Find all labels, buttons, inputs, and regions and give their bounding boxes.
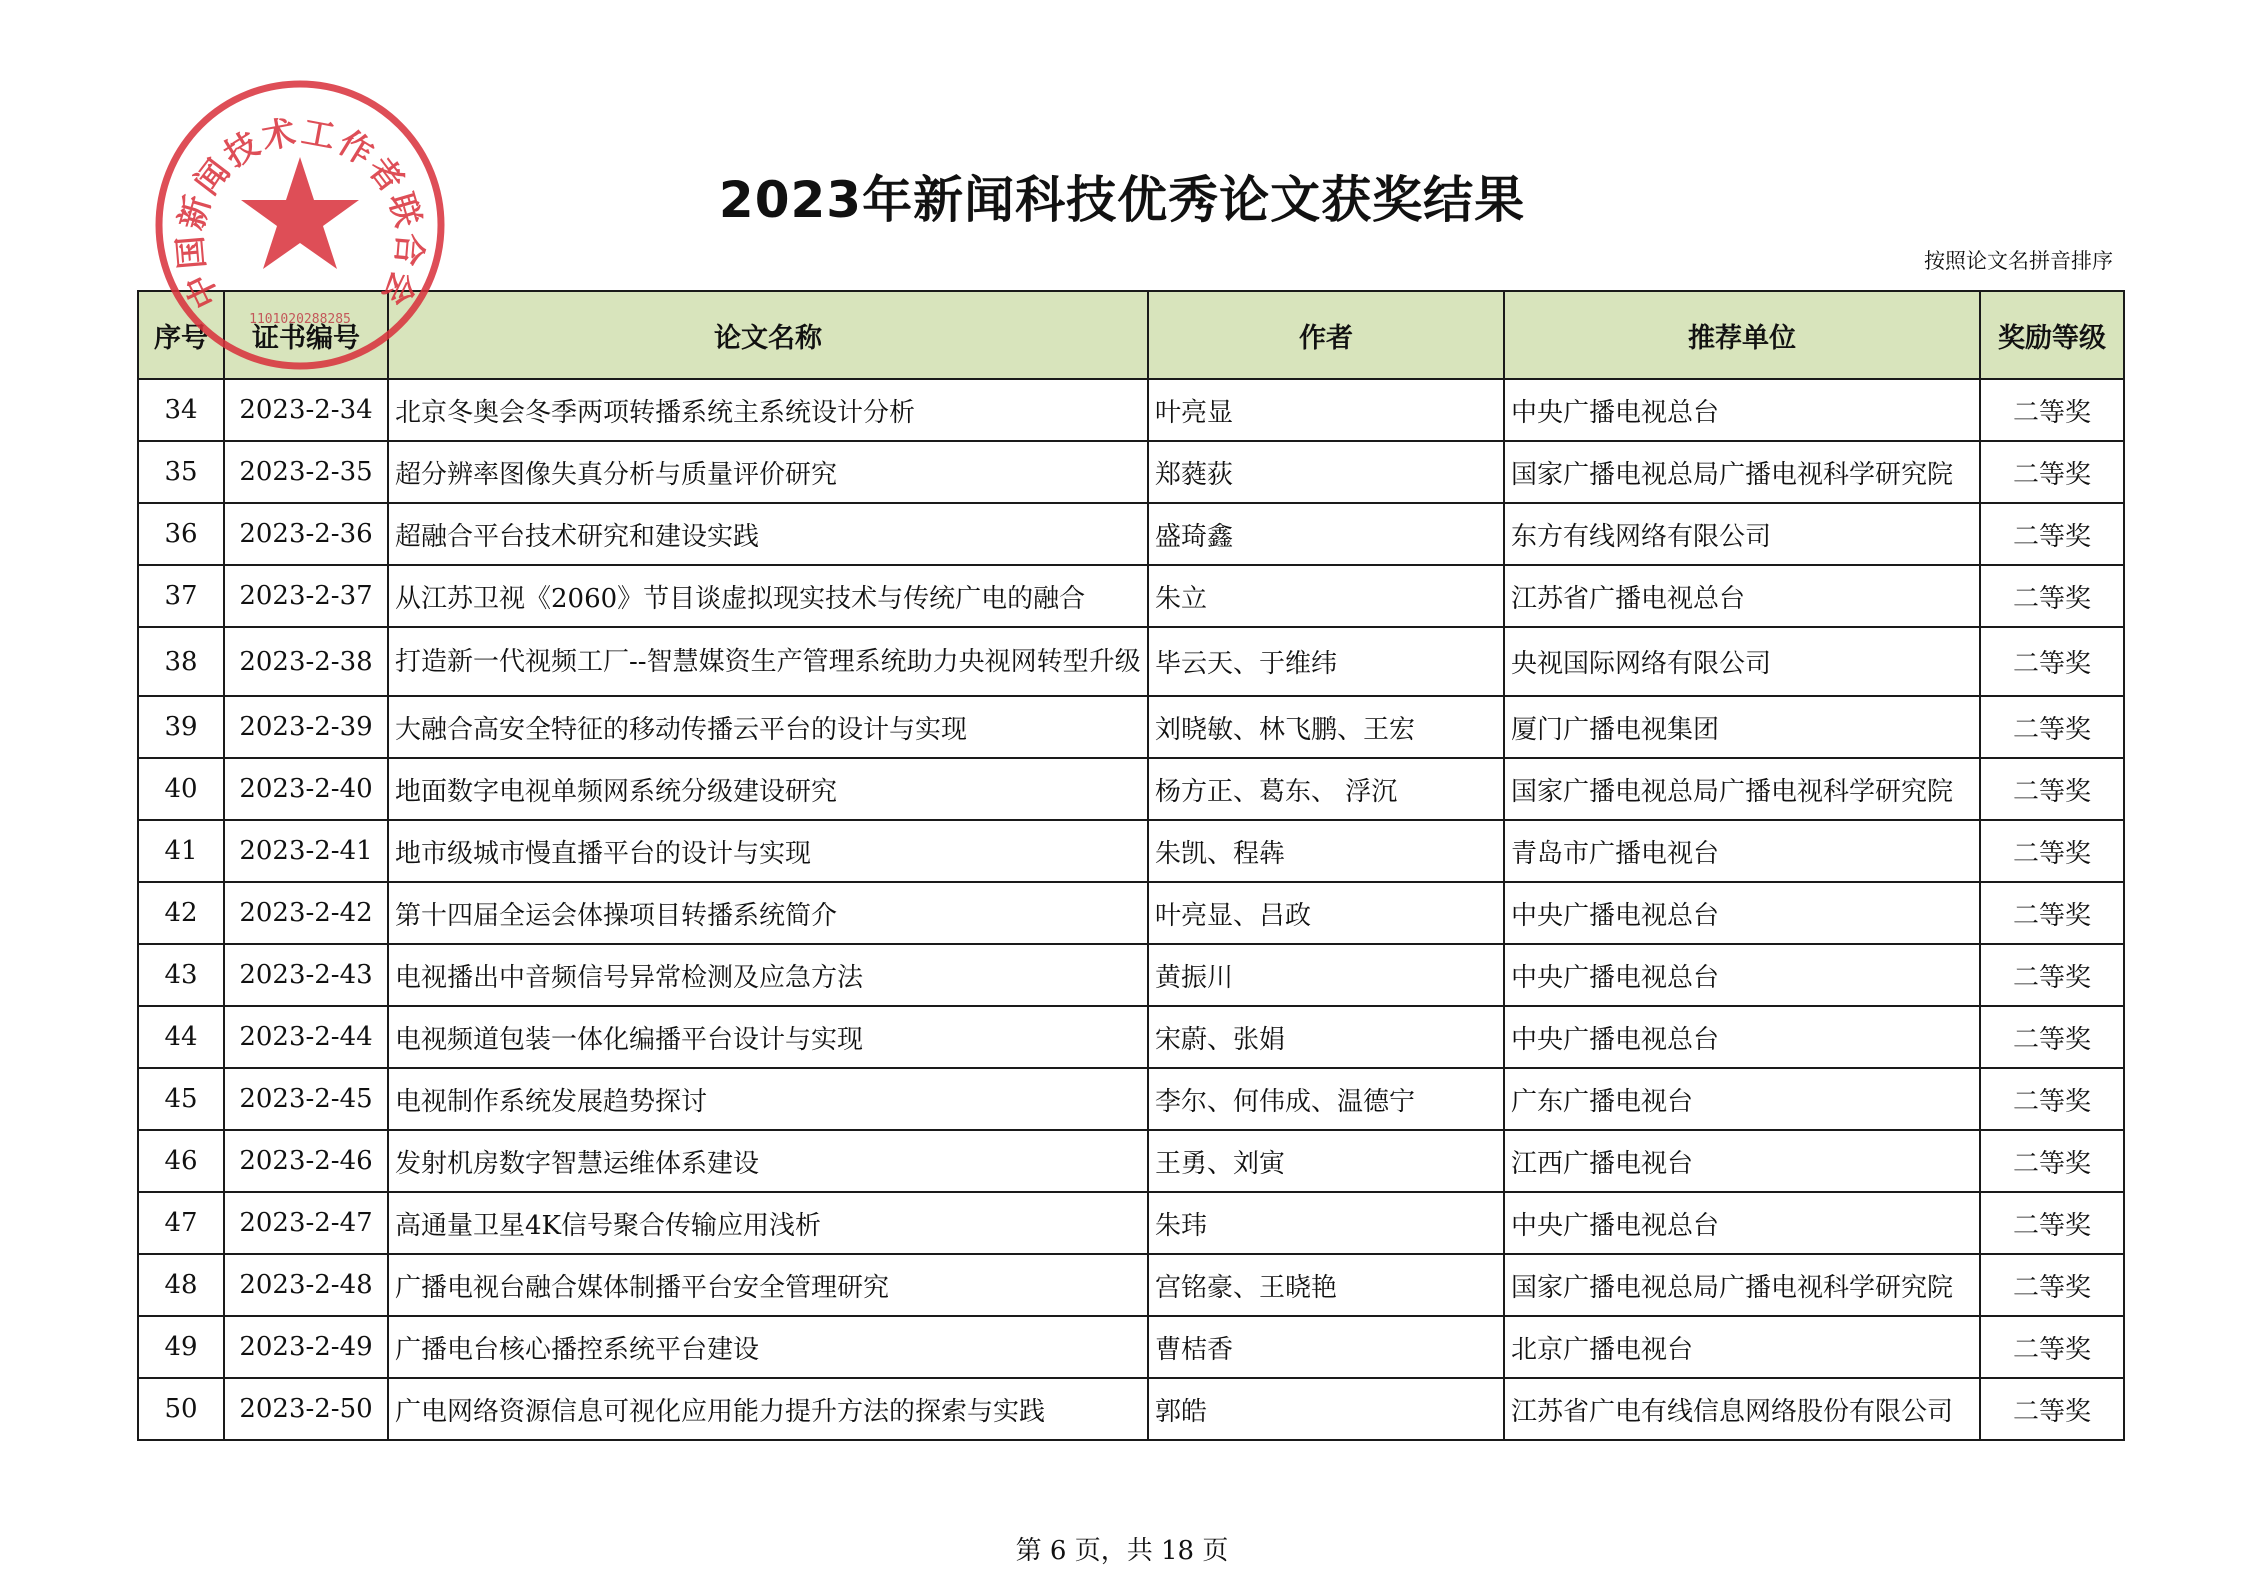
table-row — [138, 758, 2124, 820]
table-row — [138, 441, 2124, 503]
cell-paper: 从江苏卫视《2060》节目谈虚拟现实技术与传统广电的融合 — [388, 565, 1148, 627]
col-header-award: 奖励等级 — [1980, 291, 2124, 379]
table-row — [138, 1130, 2124, 1192]
cell-award: 二等奖 — [1980, 379, 2124, 441]
cell-cert: 2023-2-50 — [224, 1378, 388, 1440]
cell-paper: 北京冬奥会冬季两项转播系统主系统设计分析 — [388, 379, 1148, 441]
cell-award: 二等奖 — [1980, 1130, 2124, 1192]
cell-paper: 高通量卫星4K信号聚合传输应用浅析 — [388, 1192, 1148, 1254]
cell-authors: 王勇、刘寅 — [1148, 1130, 1504, 1192]
cell-cert: 2023-2-47 — [224, 1192, 388, 1254]
table-row — [138, 882, 2124, 944]
cell-unit: 中央广播电视总台 — [1504, 1006, 1980, 1068]
cell-cert: 2023-2-40 — [224, 758, 388, 820]
cell-award: 二等奖 — [1980, 565, 2124, 627]
cell-authors: 郭皓 — [1148, 1378, 1504, 1440]
cell-unit: 国家广播电视总局广播电视科学研究院 — [1504, 1254, 1980, 1316]
seal-serial: 1101020288285 — [249, 312, 351, 327]
cell-paper: 地面数字电视单频网系统分级建设研究 — [388, 758, 1148, 820]
cell-no: 35 — [138, 441, 224, 503]
table-row — [138, 820, 2124, 882]
seal-text: 中国新闻技术工作者联合会 — [169, 111, 431, 315]
cell-cert: 2023-2-41 — [224, 820, 388, 882]
cell-authors: 宋蔚、张娟 — [1148, 1006, 1504, 1068]
cell-unit: 广东广播电视台 — [1504, 1068, 1980, 1130]
cell-award: 二等奖 — [1980, 820, 2124, 882]
cell-cert: 2023-2-43 — [224, 944, 388, 1006]
cell-award: 二等奖 — [1980, 1378, 2124, 1440]
cell-cert: 2023-2-42 — [224, 882, 388, 944]
cell-authors: 宫铭豪、王晓艳 — [1148, 1254, 1504, 1316]
cell-paper: 广电网络资源信息可视化应用能力提升方法的探索与实践 — [388, 1378, 1148, 1440]
table-row — [138, 1192, 2124, 1254]
cell-award: 二等奖 — [1980, 503, 2124, 565]
cell-unit: 江苏省广播电视总台 — [1504, 565, 1980, 627]
table-row — [138, 503, 2124, 565]
cell-authors: 毕云天、于维纬 — [1148, 627, 1504, 696]
cell-no: 34 — [138, 379, 224, 441]
cell-unit: 中央广播电视总台 — [1504, 1192, 1980, 1254]
table-row — [138, 1068, 2124, 1130]
cell-unit: 中央广播电视总台 — [1504, 944, 1980, 1006]
cell-authors: 杨方正、葛东、 浮沉 — [1148, 758, 1504, 820]
cell-unit: 国家广播电视总局广播电视科学研究院 — [1504, 441, 1980, 503]
cell-unit: 江西广播电视台 — [1504, 1130, 1980, 1192]
awards-table — [137, 290, 2125, 1441]
page-footer: 第 6 页，共 18 页 — [1015, 1536, 1229, 1566]
cell-unit: 北京广播电视台 — [1504, 1316, 1980, 1378]
cell-no: 50 — [138, 1378, 224, 1440]
cell-award: 二等奖 — [1980, 441, 2124, 503]
cell-authors: 李尔、何伟成、温德宁 — [1148, 1068, 1504, 1130]
cell-authors: 朱玮 — [1148, 1192, 1504, 1254]
cell-paper: 电视频道包装一体化编播平台设计与实现 — [388, 1006, 1148, 1068]
cell-no: 39 — [138, 696, 224, 758]
cell-no: 40 — [138, 758, 224, 820]
cell-authors: 朱凯、程犇 — [1148, 820, 1504, 882]
cell-cert: 2023-2-39 — [224, 696, 388, 758]
cell-unit: 厦门广播电视集团 — [1504, 696, 1980, 758]
col-header-unit: 推荐单位 — [1504, 291, 1980, 379]
cell-unit: 国家广播电视总局广播电视科学研究院 — [1504, 758, 1980, 820]
cell-paper: 广播电视台融合媒体制播平台安全管理研究 — [388, 1254, 1148, 1316]
cell-cert: 2023-2-34 — [224, 379, 388, 441]
cell-no: 46 — [138, 1130, 224, 1192]
cell-no: 41 — [138, 820, 224, 882]
cell-award: 二等奖 — [1980, 758, 2124, 820]
cell-no: 42 — [138, 882, 224, 944]
cell-award: 二等奖 — [1980, 1192, 2124, 1254]
cell-cert: 2023-2-38 — [224, 627, 388, 696]
cell-cert: 2023-2-36 — [224, 503, 388, 565]
table-row — [138, 944, 2124, 1006]
cell-unit: 江苏省广电有线信息网络股份有限公司 — [1504, 1378, 1980, 1440]
table-row — [138, 696, 2124, 758]
cell-unit: 青岛市广播电视台 — [1504, 820, 1980, 882]
cell-paper: 广播电台核心播控系统平台建设 — [388, 1316, 1148, 1378]
table-row — [138, 1316, 2124, 1378]
cell-no: 49 — [138, 1316, 224, 1378]
cell-authors: 刘晓敏、林飞鹏、王宏 — [1148, 696, 1504, 758]
cell-award: 二等奖 — [1980, 696, 2124, 758]
cell-authors: 叶亮显、吕政 — [1148, 882, 1504, 944]
cell-cert: 2023-2-46 — [224, 1130, 388, 1192]
cell-no: 45 — [138, 1068, 224, 1130]
cell-paper: 大融合高安全特征的移动传播云平台的设计与实现 — [388, 696, 1148, 758]
seal-stamp — [150, 75, 450, 375]
cell-no: 38 — [138, 627, 224, 696]
cell-no: 47 — [138, 1192, 224, 1254]
cell-authors: 朱立 — [1148, 565, 1504, 627]
cell-no: 36 — [138, 503, 224, 565]
cell-cert: 2023-2-49 — [224, 1316, 388, 1378]
col-header-no: 序号 — [138, 291, 224, 379]
cell-authors: 盛琦鑫 — [1148, 503, 1504, 565]
cell-no: 43 — [138, 944, 224, 1006]
cell-paper: 地市级城市慢直播平台的设计与实现 — [388, 820, 1148, 882]
cell-no: 37 — [138, 565, 224, 627]
cell-cert: 2023-2-35 — [224, 441, 388, 503]
table-row — [138, 627, 2124, 696]
col-header-authors: 作者 — [1148, 291, 1504, 379]
cell-paper: 第十四届全运会体操项目转播系统简介 — [388, 882, 1148, 944]
cell-authors: 郑蕤荻 — [1148, 441, 1504, 503]
cell-paper: 超融合平台技术研究和建设实践 — [388, 503, 1148, 565]
cell-paper: 发射机房数字智慧运维体系建设 — [388, 1130, 1148, 1192]
cell-paper: 超分辨率图像失真分析与质量评价研究 — [388, 441, 1148, 503]
cell-award: 二等奖 — [1980, 882, 2124, 944]
table-row — [138, 565, 2124, 627]
cell-unit: 东方有线网络有限公司 — [1504, 503, 1980, 565]
cell-paper: 电视制作系统发展趋势探讨 — [388, 1068, 1148, 1130]
cell-unit: 中央广播电视总台 — [1504, 379, 1980, 441]
col-header-paper: 论文名称 — [388, 291, 1148, 379]
cell-cert: 2023-2-48 — [224, 1254, 388, 1316]
col-header-cert: 证书编号 — [224, 291, 388, 379]
cell-paper: 电视播出中音频信号异常检测及应急方法 — [388, 944, 1148, 1006]
cell-cert: 2023-2-45 — [224, 1068, 388, 1130]
cell-award: 二等奖 — [1980, 1006, 2124, 1068]
cell-paper: 打造新一代视频工厂--智慧媒资生产管理系统助力央视网转型升级 — [388, 627, 1148, 696]
page-title: 2023年新闻科技优秀论文获奖结果 — [718, 171, 1526, 229]
table-body — [138, 379, 2124, 1440]
table-row — [138, 1006, 2124, 1068]
cell-authors: 叶亮显 — [1148, 379, 1504, 441]
cell-no: 48 — [138, 1254, 224, 1316]
cell-award: 二等奖 — [1980, 1254, 2124, 1316]
cell-cert: 2023-2-44 — [224, 1006, 388, 1068]
cell-no: 44 — [138, 1006, 224, 1068]
cell-award: 二等奖 — [1980, 1316, 2124, 1378]
table-row — [138, 379, 2124, 441]
cell-authors: 黄振川 — [1148, 944, 1504, 1006]
cell-authors: 曹桔香 — [1148, 1316, 1504, 1378]
cell-unit: 央视国际网络有限公司 — [1504, 627, 1980, 696]
cell-cert: 2023-2-37 — [224, 565, 388, 627]
cell-award: 二等奖 — [1980, 627, 2124, 696]
cell-award: 二等奖 — [1980, 1068, 2124, 1130]
sort-note: 按照论文名拼音排序 — [1924, 249, 2113, 273]
table-row — [138, 1254, 2124, 1316]
cell-unit: 中央广播电视总台 — [1504, 882, 1980, 944]
table-row — [138, 1378, 2124, 1440]
cell-award: 二等奖 — [1980, 944, 2124, 1006]
seal-star-icon — [241, 157, 359, 269]
